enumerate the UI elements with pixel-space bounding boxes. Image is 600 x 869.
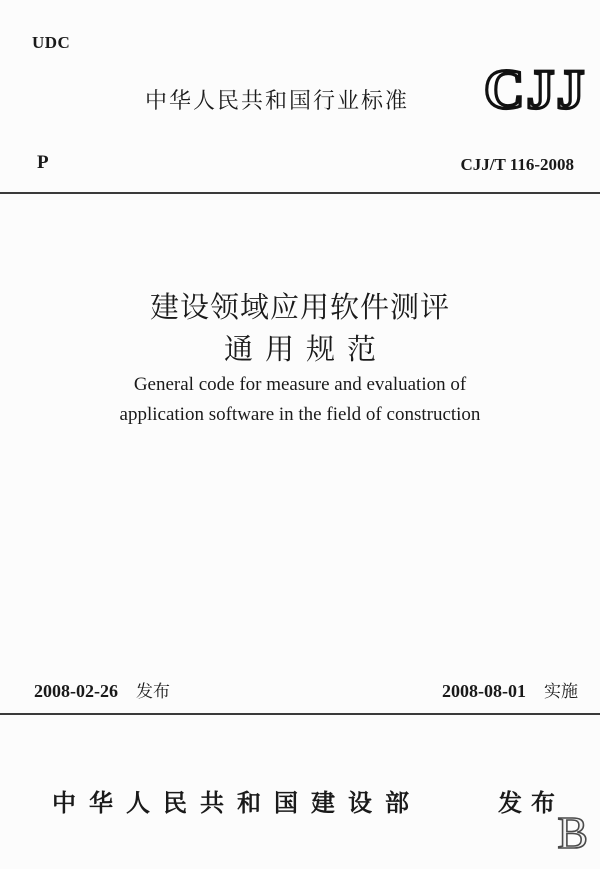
standard-number: CJJ/T 116-2008 [460,155,574,174]
effective-date-block [442,677,578,702]
cjj-logo-text: CJJ [484,59,587,120]
classification-code: P [37,152,49,173]
issue-date-block [34,677,170,702]
top-divider [0,192,600,194]
issue-label: 发布 [136,682,170,702]
issuing-authority: 中华人民共和国建设部 [52,789,422,817]
effective-date: 2008-08-01 [442,681,526,701]
bottom-divider [0,713,600,715]
issue-date: 2008-02-26 [34,681,118,701]
title-zh-line1: 建设领域应用软件测评 [149,290,450,324]
effective-label: 实施 [544,682,578,702]
issue-verb: 发布 [498,789,564,817]
standard-category: 中华人民共和国行业标准 [145,89,410,114]
title-en-line1: General code for measure and evaluation of [133,374,467,395]
title-en-line2: application software in the field of construction [119,404,481,425]
cjj-logo [482,58,590,120]
title-zh-line2: 通用规范 [223,332,388,366]
udc-label: UDC [32,33,71,52]
corner-letter: B [557,807,588,858]
